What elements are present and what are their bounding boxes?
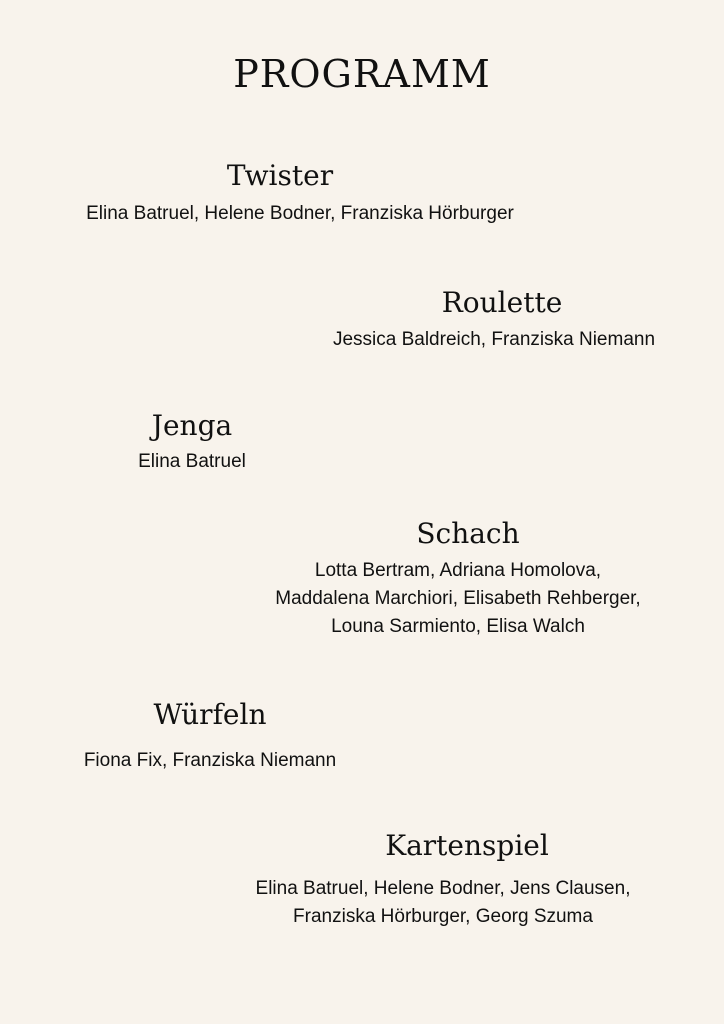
- performer-line: Jessica Baldreich, Franziska Niemann: [332, 329, 656, 350]
- performer-line: Franziska Hörburger, Georg Szuma: [293, 906, 593, 927]
- act-title-schach: Schach: [416, 517, 520, 550]
- performer-line: Louna Sarmiento, Elisa Walch: [331, 616, 585, 637]
- performer-line: Fiona Fix, Franziska Niemann: [83, 750, 337, 771]
- performer-line: Elina Batruel, Helene Bodner, Franziska Hörburger: [86, 203, 514, 224]
- performer-line: Elina Batruel: [138, 451, 246, 472]
- act-title-twister: Twister: [226, 159, 334, 192]
- performer-line: Lotta Bertram, Adriana Homolova,: [314, 560, 602, 581]
- act-performers-jenga: [92, 448, 292, 476]
- act-performers-schach: [218, 557, 698, 641]
- act-title-wuerfeln: Würfeln: [153, 698, 267, 731]
- act-performers-twister: [20, 200, 580, 228]
- act-performers-wuerfeln: [40, 747, 380, 775]
- act-title-jenga: Jenga: [151, 409, 233, 442]
- performer-line: Elina Batruel, Helene Bodner, Jens Clausen,: [255, 878, 631, 899]
- performer-line: Maddalena Marchiori, Elisabeth Rehberger,: [275, 588, 641, 609]
- act-title-kartenspiel: Kartenspiel: [385, 829, 549, 862]
- page-title: PROGRAMM: [233, 52, 491, 96]
- act-title-roulette: Roulette: [441, 286, 563, 319]
- act-performers-roulette: [284, 326, 704, 354]
- act-performers-kartenspiel: [198, 875, 688, 931]
